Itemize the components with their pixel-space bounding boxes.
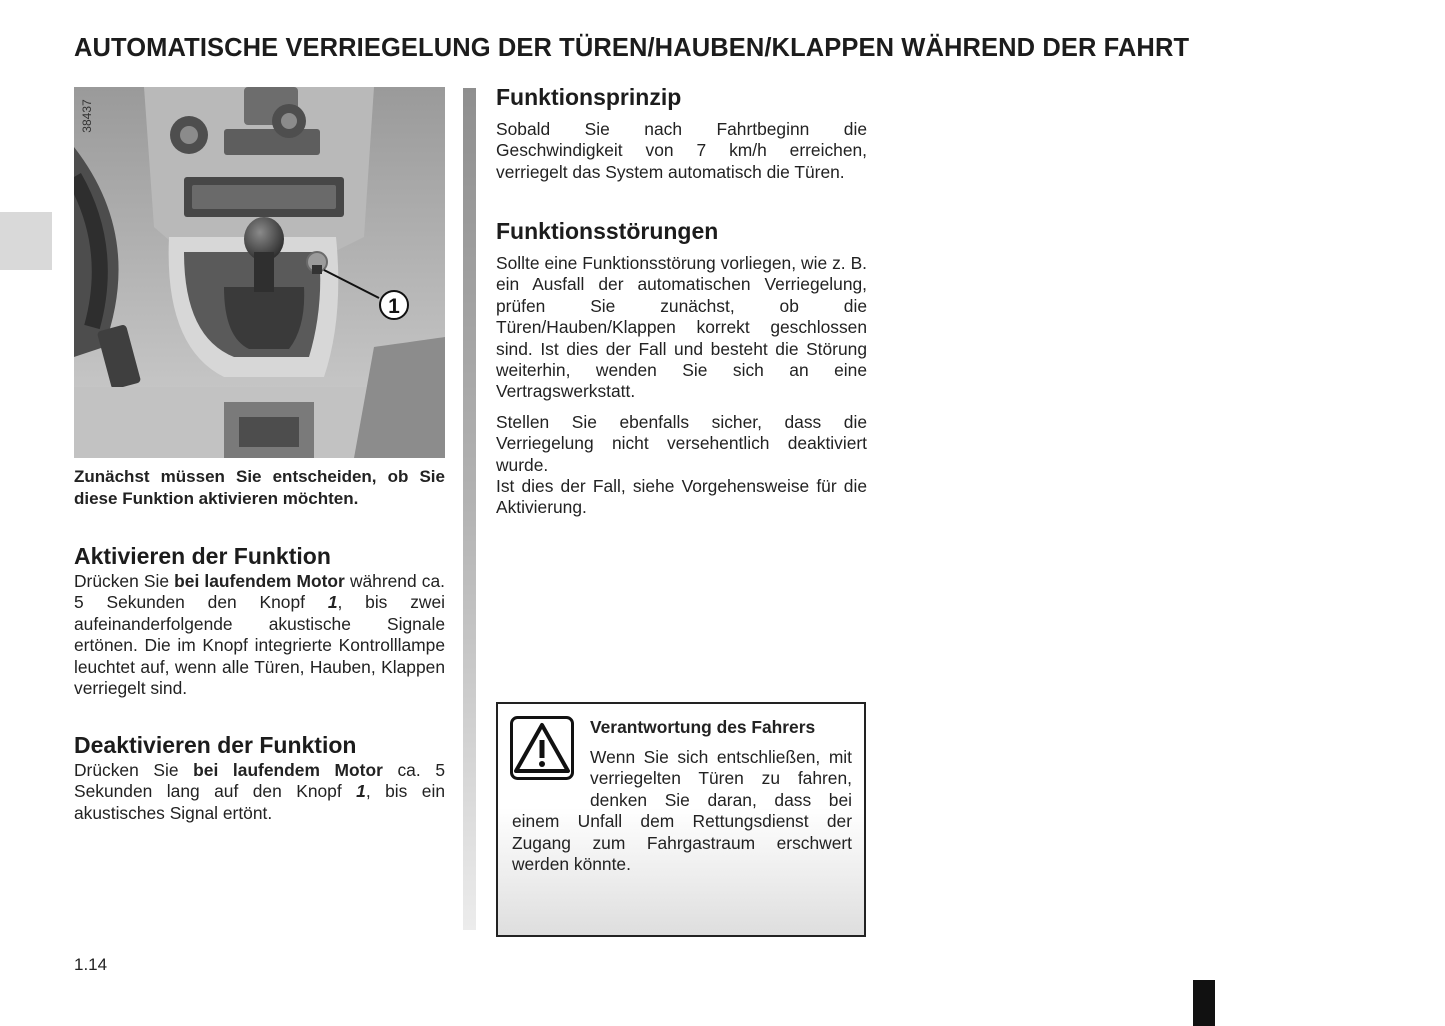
section-principle	[496, 84, 867, 183]
figure-code	[79, 96, 97, 136]
activate-text: Drücken Sie bei laufendem Motor während ca. 5 Sekunden den Knopf 1, bis zwei aufeinanderfolgende akustische Signale ertönen. Die im Knopf integrierte Kontrolllampe leuchtet auf, wenn alle Türen, Hauben, Klappen verriegelt sind.	[74, 571, 446, 699]
malfunctions-paragraph-2: Stellen Sie ebenfalls sicher, dass die Verriegelung nicht versehentlich deaktiviert wurde. Ist dies der Fall, siehe Vorgehensweise für die Aktivierung.	[496, 411, 867, 518]
deactivate-text: Drücken Sie bei laufendem Motor ca. 5 Sekunden lang auf den Knopf 1, bis ein akustisches Signal ertönt.	[74, 760, 445, 823]
dashboard-photo	[74, 87, 445, 458]
warning-title: Verantwortung des Fahrers	[590, 717, 816, 737]
malfunctions-paragraph-1: Sollte eine Funktionsstörung vorliegen, wie z. B. ein Ausfall der automatischen Verriegelung, prüfen Sie zunächst, ob die Türen/Hauben/Klappen korrekt geschlossen sind. Ist dies der Fall und besteht die Störung weiterhin, wenden Sie sich an eine Vertragswerkstatt.	[496, 253, 867, 402]
column-divider	[463, 88, 476, 930]
thumb-index-marker	[1193, 980, 1215, 1026]
callout-1-label: 1	[388, 295, 400, 318]
section-malfunctions	[496, 218, 867, 519]
principle-text: Sobald Sie nach Fahrtbeginn die Geschwindigkeit von 7 km/h erreichen, verriegelt das System automatisch die Türen.	[496, 119, 867, 182]
section-deactivate	[74, 732, 445, 824]
chapter-tab	[0, 212, 52, 270]
section-activate	[74, 543, 445, 699]
heading-principle: Funktionsprinzip	[496, 84, 682, 110]
heading-activate: Aktivieren der Funktion	[74, 543, 331, 569]
page-number: 1.14	[74, 955, 108, 974]
warning-text: Wenn Sie sich entschließen, mit verriegelten Türen zu fahren, denken Sie daran, dass bei einem Unfall dem Rettungsdienst der Zugang zum Fahrgastraum erschwert werden könnte.	[512, 747, 852, 875]
svg-text:38437: 38437	[80, 99, 95, 133]
figure-caption: Zunächst müssen Sie entscheiden, ob Sie diese Funktion aktivieren möchten.	[74, 467, 445, 508]
heading-malfunctions: Funktionsstörungen	[496, 218, 719, 244]
warning-box	[496, 702, 866, 937]
heading-deactivate: Deaktivieren der Funktion	[74, 732, 357, 758]
page-title: AUTOMATISCHE VERRIEGELUNG DER TÜREN/HAUBEN/KLAPPEN WÄHREND DER FAHRT	[74, 34, 1190, 62]
